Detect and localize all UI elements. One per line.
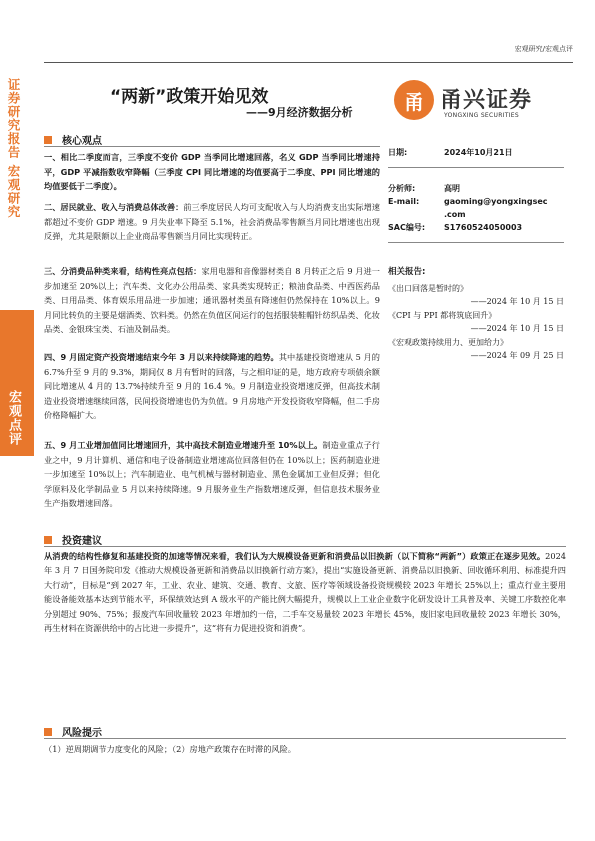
meta-analyst-value: 高明 xyxy=(444,184,460,193)
core-point-1-lead: 一、相比二季度而言，三季度不变价 GDP 当季同比增速回落，名义 GDP 当季同比增速持平，GDP 平减指数收窄降幅（三季度 CPI 同比增速的均值要高于二季度、PPI 同比增速的均值要低于二季度）。 xyxy=(44,152,380,192)
header-rule xyxy=(44,62,573,63)
related-report-title[interactable]: 《CPI 与 PPI 都将筑底回升》 xyxy=(388,310,497,320)
core-point-3-lead: 三、分消费品种类来看，结构性亮点包括： xyxy=(44,266,202,276)
section-risk-heading xyxy=(44,724,102,739)
section-core-rule xyxy=(44,146,380,147)
core-point-3 xyxy=(44,264,380,337)
report-title: “两新”政策开始见效 xyxy=(110,87,269,107)
related-report-title[interactable]: 《出口回落是暂时的》 xyxy=(388,283,468,293)
related-report-item[interactable] xyxy=(388,309,564,336)
meta-analyst-row xyxy=(388,182,564,195)
report-subtitle: ——9月经济数据分析 xyxy=(246,106,353,119)
logo-mark-icon xyxy=(394,80,434,120)
section-suggest-rule xyxy=(44,546,566,547)
meta-analyst-label: 分析师: xyxy=(388,184,416,193)
core-point-2-lead: 二、居民就业、收入与消费总体改善： xyxy=(44,202,184,212)
left-side-label xyxy=(0,76,22,306)
related-report-date: ——2024 年 10 月 15 日 xyxy=(470,324,564,333)
meta-rule-2 xyxy=(388,242,564,243)
core-point-4-body: 其中基建投资增速从 5 月的 6.7%升至 9 月的 9.3%，期间仅 8 月有暂时的回落，与之相印证的是，地方政府专项债余额同比增速从 4 月的 13.7%持续升至 9 月的 16.4 %。9 月制造业投资增速反弹，但高技术制造业投资增速继续回落，民间投资增速也仍为负值。9 月房地产开发投资收窄降幅，但二手房价格降幅扩大。 xyxy=(44,352,380,421)
risk-paragraph: （1）逆周期调节力度变化的风险；（2）房地产政策存在时滞的风险。 xyxy=(44,744,296,754)
meta-date-row xyxy=(388,146,564,159)
suggest-lead: 从消费的结构性修复和基建投资的加速等情况来看，我们认为大规模设备更新和消费品以旧换新（以下简称“两新”）政策正在逐步见效。 xyxy=(44,551,546,561)
section-risk-rule xyxy=(44,738,566,739)
meta-sac-label: SAC编号: xyxy=(388,223,426,232)
meta-sac-row xyxy=(388,221,564,234)
logo-brand-name: 甬兴证券 xyxy=(440,88,533,113)
logo-mark-glyph: 甬 xyxy=(404,90,424,114)
report-meta xyxy=(388,146,564,243)
core-point-2-body: 前三季度居民人均可支配收入与人均消费支出实际增速都超过不变价 GDP 增速。9 月失业率下降至 5.1%，社会消费品零售额当月同比增速也出现反弹，尤其是限额以上企业商品零售额当月同比实现转正。 xyxy=(44,202,380,242)
related-report-date: ——2024 年 10 月 15 日 xyxy=(470,297,564,306)
section-suggest-title: 投资建议 xyxy=(62,536,102,547)
suggest-body: 2024 年 3 月 7 日国务院印发《推动大规模设备更新和消费品以旧换新行动方案》，提出“实施设备更新、消费品以旧换新、回收循环利用、标准提升四大行动”，目标是“到 2027 年，工业、农业、建筑、交通、教育、文旅、医疗等领域设备投资规模较 2023 年增长 25%以上；重点行业主要用能设备能效基本达到节能水平，环保绩效达到 A 级水平的产能比例大幅提升，规模以上工业企业数字化研发设计工具普及率、关键工序数控化率分别超过 90%、75%；报废汽车回收量较 2023 年增加约一倍，二手车交易量较 2023 年增长 45%，废旧家电回收量较 2023 年增长 30%，再生材料在资源供给中的占比进一步提升”，这“将有力促进投资和消费”。 xyxy=(44,551,566,634)
core-point-5-body: 制造业重点子行业之中，9 月计算机、通信和电子设备制造业增速高位回落但仍在 10%以上；医药制造业进一步加速至 10%以上；汽车制造业、电气机械与器材制造业、黑色金属加工业但反弹；但化学原料及化学制品业 5 月以来持续降速。9 月服务业生产指数增速反弹，但信息技术服务业生产指数增速回落。 xyxy=(44,440,380,509)
meta-email-part-1[interactable]: gaoming@yongxingsec xyxy=(444,197,548,206)
core-point-3-body: 家用电器和音像器材类自 8 月转正之后 9 月进一步加速至 20%以上；汽车类、文化办公用品类、家具类实现转正；粮油食品类、中西医药品类、日用品类、体育娱乐用品进一步加速；通讯器材类虽有降速但仍然保持在 10%以上。9 月同比转负的主要是烟酒类、饮料类。仍然在负值区间运行的包括服装鞋帽针纺织品类、化妆品类、金银珠宝类、石油及制品类。 xyxy=(44,266,380,335)
core-point-2 xyxy=(44,200,380,244)
core-point-4-lead: 四、9 月固定资产投资增速结束今年 3 月以来持续降速的趋势。 xyxy=(44,352,279,362)
core-point-5-lead: 五、9 月工业增加值同比增速回升，其中高技术制造业增速升至 10%以上。 xyxy=(44,440,323,450)
section-suggest-heading xyxy=(44,532,102,547)
suggest-paragraph xyxy=(44,549,566,635)
core-point-1 xyxy=(44,150,380,194)
meta-date-label: 日期: xyxy=(388,148,408,157)
logo-brand-english: YONGXING SECURITIES xyxy=(444,112,519,119)
square-bullet-icon xyxy=(44,536,52,544)
core-point-4 xyxy=(44,350,380,423)
related-reports xyxy=(388,266,564,363)
square-bullet-icon xyxy=(44,136,52,144)
left-side-badge-text: 宏观点评 xyxy=(6,390,21,446)
section-core-title: 核心观点 xyxy=(62,136,102,147)
related-report-item[interactable] xyxy=(388,282,564,309)
related-reports-header: 相关报告: xyxy=(388,267,426,277)
report-category-tag: 宏观研究/宏观点评 xyxy=(514,45,573,53)
meta-email-part-2[interactable]: .com xyxy=(444,210,466,219)
square-bullet-icon xyxy=(44,728,52,736)
section-risk-title: 风险提示 xyxy=(62,728,102,739)
related-report-date: ——2024 年 09 月 25 日 xyxy=(470,351,564,360)
related-report-item[interactable] xyxy=(388,336,564,363)
core-point-5 xyxy=(44,438,380,511)
meta-email-value[interactable] xyxy=(444,195,548,221)
meta-sac-value: S1760524050003 xyxy=(444,223,523,232)
meta-date-value: 2024年10月21日 xyxy=(444,148,513,157)
left-side-badge xyxy=(0,310,34,456)
company-logo xyxy=(394,80,564,126)
section-core-heading xyxy=(44,132,102,147)
meta-email-label: E-mail: xyxy=(388,197,420,206)
left-side-label-text: 证券研究报告 宏观研究 xyxy=(6,78,21,219)
meta-email-row xyxy=(388,195,564,221)
related-report-title[interactable]: 《宏观政策持续用力、更加给力》 xyxy=(388,337,508,347)
